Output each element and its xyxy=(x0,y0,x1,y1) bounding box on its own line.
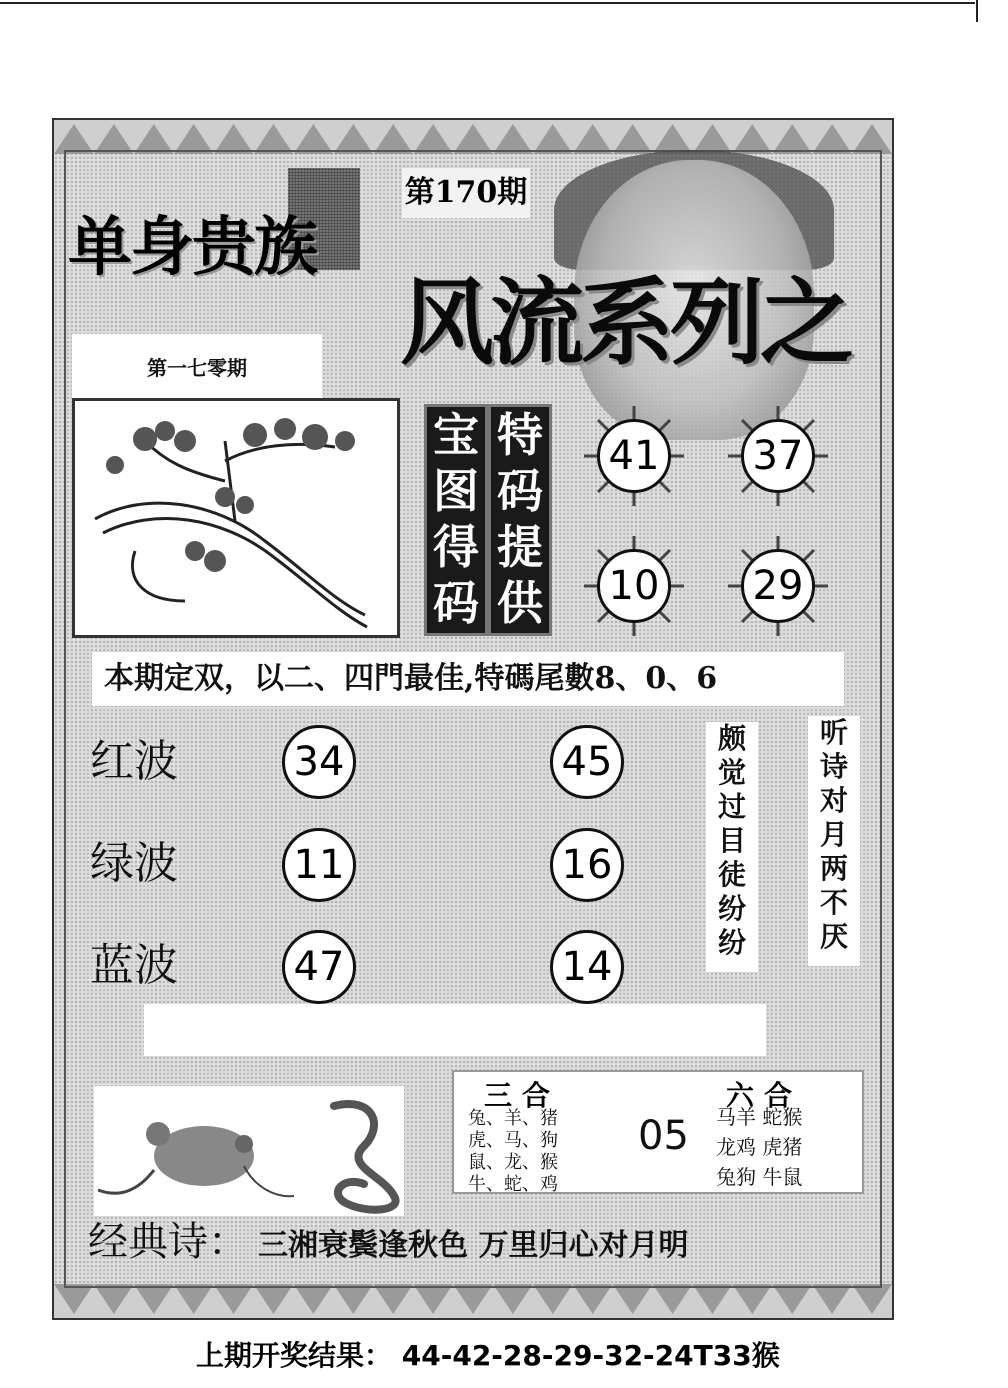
special-number-ball: 41 xyxy=(597,419,671,493)
classic-poem-label: 经典诗： xyxy=(88,1219,248,1265)
wave-number-ball: 45 xyxy=(550,725,624,799)
main-title: 单身贵族 xyxy=(68,210,316,285)
san-he-list: 兔、羊、猪 虎、马、狗 鼠、龙、猴 牛、蛇、鸡 xyxy=(468,1108,558,1195)
wave-number-ball: 16 xyxy=(550,828,624,902)
wave-label-green: 绿波 xyxy=(90,838,178,889)
poster xyxy=(52,118,894,1320)
tip-strip: 本期定双，以二、四門最佳,特碼尾數8、0、6 xyxy=(92,652,844,706)
badge-bao-tu-de-ma: 宝 图 得 码 xyxy=(424,404,488,636)
top-rule xyxy=(0,2,975,4)
special-number-ball: 29 xyxy=(741,549,815,623)
vertical-poem-right: 听 诗 对 月 两 不 厌 xyxy=(808,716,860,966)
classic-poem-text: 三湘衰鬓逢秋色 万里归心对月明 xyxy=(258,1228,689,1263)
special-number-ball: 37 xyxy=(741,419,815,493)
frame-bottom-pattern xyxy=(54,1284,892,1318)
liu-he-title: 六合 xyxy=(726,1079,803,1112)
wave-label-blue: 蓝波 xyxy=(90,940,178,991)
frame-top-pattern xyxy=(54,120,892,154)
special-number-ball: 10 xyxy=(597,549,671,623)
classic-poem xyxy=(88,1212,848,1272)
top-mark xyxy=(976,0,978,22)
zodiac-panel xyxy=(452,1070,864,1194)
wave-number-ball: 34 xyxy=(282,725,356,799)
issue-number-top: 第170期 xyxy=(402,168,530,218)
series-title: 风流系列之 xyxy=(400,268,851,378)
animal-pictures xyxy=(94,1086,404,1216)
wave-number-ball: 47 xyxy=(282,930,356,1004)
issue-number-box: 第一七零期 xyxy=(72,334,322,402)
san-he-title: 三合 xyxy=(484,1079,561,1112)
wave-number-ball: 14 xyxy=(550,930,624,1004)
zodiac-number: 05 xyxy=(638,1113,689,1159)
last-draw-result: 上期开奖结果： 44-42-28-29-32-24T33猴 xyxy=(196,1339,780,1372)
badge-te-ma-ti-gong: 特 码 提 供 xyxy=(488,404,552,636)
branch-riddle-picture xyxy=(72,398,400,638)
wave-number-ball: 11 xyxy=(282,828,356,902)
blank-band xyxy=(144,1004,766,1056)
wave-label-red: 红波 xyxy=(90,736,178,787)
vertical-poem-left: 颇 觉 过 目 徒 纷 纷 xyxy=(706,722,758,972)
liu-he-list: 马羊 蛇猴 龙鸡 虎猪 兔狗 牛鼠 xyxy=(716,1105,803,1189)
